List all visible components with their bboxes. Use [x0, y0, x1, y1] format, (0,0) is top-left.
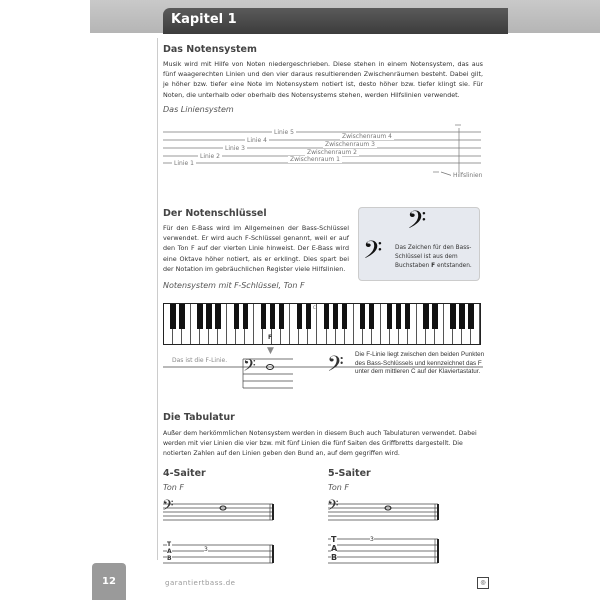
notensystem-text: Musik wird mit Hilfe von Noten niedergeschrieben. Diese stehen in einem Notensystem, das aus fünf waagerechten Linien und den vier daraus resultierenden Zwischenräumen besteht. Dabei gilt, je höher bzw. tiefer eine Note im Notensystem notiert ist, desto höher bzw. tiefer klingt sie. Für Noten, die unterhalb oder oberhalb des Notensystems stehen, werden Hilfslinien verwendet.: [163, 60, 483, 99]
label-linie-4: Linie 4: [247, 137, 267, 144]
down-arrow-icon: ▼: [267, 346, 274, 356]
notenschluessel-text: Für den E-Bass wird im Allgemeinen der Bass-Schlüssel verwendet. Er wird auch F-Schlüssel genannt, weil er auf den Ton F auf der vierten Linie hinweist. Der E-Bass wird eine Oktave höher notiert, als er erklingt. Dies spart bei der Notation im gebräuchlichen Register viele Hilfslinien.: [163, 224, 349, 273]
black-key: [333, 304, 338, 329]
bass-clef-icon: 𝄢: [327, 497, 339, 518]
black-key: [396, 304, 401, 329]
bass-clef-icon: 𝄢: [243, 355, 256, 379]
footer-url: garantiertbass.de: [165, 579, 236, 587]
black-key: [324, 304, 329, 329]
tabulatur-text: Außer dem herkömmlichen Notensystem werden in diesem Buch auch Tabulaturen verwendet. Dabei werden mit vier Linien die vier bzw. mit fünf Linien die fünf Saiten des Griffbretts dargestellt. Die notierten Zahlen auf den Linien geben den Bund an, auf dem gegriffen wird.: [163, 430, 477, 458]
black-key: [170, 304, 175, 329]
black-key: [206, 304, 211, 329]
black-key: [279, 304, 284, 329]
f-line-label: Das ist die F-Linie.: [172, 357, 228, 364]
bass-clef-icon: 𝄢: [407, 206, 427, 241]
black-key: [215, 304, 220, 329]
tab-fret-number: 3: [204, 546, 208, 553]
black-key: [423, 304, 428, 329]
black-key: [234, 304, 239, 329]
label-zwischenraum-1: Zwischenraum 1: [290, 156, 340, 163]
chapter-title: Kapitel 1: [163, 8, 508, 34]
black-key: [342, 304, 347, 329]
black-key: [261, 304, 266, 329]
black-key: [405, 304, 410, 329]
tab-fret-number: 3: [370, 536, 374, 543]
info-box: [358, 207, 480, 281]
four-string-title: 4-Saiter: [163, 468, 206, 479]
black-key: [197, 304, 202, 329]
black-key: [179, 304, 184, 329]
bass-clef-large-icon: 𝄢: [327, 352, 344, 382]
black-key: [387, 304, 392, 329]
publisher-logo: ◎: [477, 577, 489, 589]
black-key: [297, 304, 302, 329]
info-box-text: Das Zeichen für den Bass-Schlüssel ist aus dem Buchstaben F entstanden.: [395, 245, 472, 269]
black-key: [306, 304, 311, 329]
label-linie-5: Linie 5: [274, 129, 294, 136]
margin-rule: [157, 38, 158, 560]
label-linie-3: Linie 3: [225, 145, 245, 152]
label-linie-1: Linie 1: [174, 160, 194, 167]
black-key: [270, 304, 275, 329]
tab-clef-left: T A B: [167, 541, 172, 562]
label-zwischenraum-3: Zwischenraum 3: [325, 141, 375, 148]
black-key: [450, 304, 455, 329]
bass-clef-icon: 𝄢: [162, 497, 174, 518]
five-string-title: 5-Saiter: [328, 468, 371, 479]
section-title-tabulatur: Die Tabulatur: [163, 412, 235, 423]
black-key: [369, 304, 374, 329]
black-key: [360, 304, 365, 329]
black-key: [468, 304, 473, 329]
black-key: [432, 304, 437, 329]
key-label-middle-c: C: [313, 305, 316, 310]
black-key: [243, 304, 248, 329]
label-zwischenraum-2: Zwischenraum 2: [307, 149, 357, 156]
label-zwischenraum-4: Zwischenraum 4: [342, 133, 392, 140]
five-string-subtitle: Ton F: [328, 483, 350, 492]
f-line-description: Die F-Linie liegt zwischen den beiden Punkten des Bass-Schlüssels und kennzeichnet das F unter dem mittleren C auf der Klaviertastatur.: [355, 351, 485, 376]
label-hilfslinien: Hilfslinien: [453, 172, 483, 179]
black-key: [459, 304, 464, 329]
section-title-notenschluessel: Der Notenschlüssel: [163, 208, 267, 219]
page-number: 12: [92, 563, 126, 600]
liniensystem-subtitle: Das Liniensystem: [163, 105, 234, 114]
f-schluessel-subtitle: Notensystem mit F-Schlüssel, Ton F: [163, 281, 305, 290]
section-title-notensystem: Das Notensystem: [163, 44, 257, 55]
key-label-f: F: [268, 334, 273, 341]
label-linie-2: Linie 2: [200, 153, 220, 160]
tab-clef-right: T A B: [331, 535, 338, 562]
four-string-subtitle: Ton F: [163, 483, 185, 492]
f-letter-clef-icon: 𝄢: [363, 236, 383, 271]
piano-keyboard: [163, 303, 481, 345]
